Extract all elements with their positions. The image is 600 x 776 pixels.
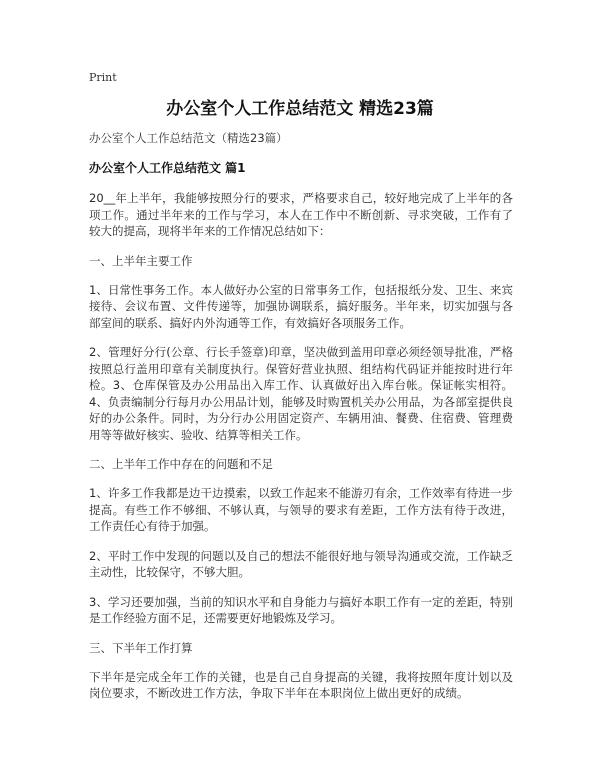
- paragraph-seal-management: 2、管理好分行(公章、行长手签章)印章，坚决做到盖用印章必须经领导批准，严格按照总行盖用印章有关制度执行。保管好营业执照、组结构代码证并能按时进行年检。3、仓库保管及办公用品出入库工作、认真做好出入库台帐。保证帐实相符。4、负责编制分行每月办公用品计划，能够及时购置机关办公用品，为各部室提供良好的办公条件。同时，为分行办公用固定资产、车辆用油、餐费、住宿费、管理费用等等做好核实、验收、结算等相关工作。: [89, 345, 513, 442]
- heading-next-plan: 三、下半年工作打算: [89, 640, 193, 655]
- paragraph-problem-2: 2、平时工作中发现的问题以及自己的想法不能很好地与领导沟通或交流，工作缺乏主动性，比较保守，不够大胆。: [89, 548, 513, 579]
- heading-main-work: 一、上半年主要工作: [89, 253, 193, 268]
- paragraph-daily-affairs: 1、日常性事务工作。本人做好办公室的日常事务工作，包括报纸分发、卫生、来宾接待、会议布置、文件传递等，加强协调联系，搞好服务。半年来，切实加强与各部室间的联系、搞好内外沟通等工作，有效搞好各项服务工作。: [89, 282, 513, 330]
- page-title: 办公室个人工作总结范文 精选23篇: [166, 99, 434, 119]
- paragraph-next-plan: 下半年是完成全年工作的关键，也是自己自身提高的关键，我将按照年度计划以及岗位要求，不断改进工作方法，争取下半年在本职岗位上做出更好的成绩。: [89, 669, 513, 700]
- section-title: 办公室个人工作总结范文 篇1: [89, 161, 246, 175]
- heading-problems: 二、上半年工作中存在的问题和不足: [89, 457, 273, 471]
- paragraph-intro: 20__年上半年，我能够按照分行的要求，严格要求自己，较好地完成了上半年的各项工作。通过半年来的工作与学习，本人在工作中不断创新、寻求突破，工作有了较大的提高，现将半年来的工作情况总结如下：: [89, 191, 513, 238]
- print-link[interactable]: Print: [89, 71, 117, 84]
- paragraph-problem-3: 3、学习还要加强，当前的知识水平和自身能力与搞好本职工作有一定的差距，特别是工作经验方面不足，还需要更好地锻炼及学习。: [89, 594, 513, 625]
- paragraph-problem-1: 1、许多工作我都是边干边摸索，以致工作起来不能游刃有余，工作效率有待进一步提高。有些工作不够细、不够认真，与领导的要求有差距，工作方法有待于改进，工作责任心有待于加强。: [89, 486, 513, 533]
- document-body: [89, 130, 513, 715]
- document-subtitle: 办公室个人工作总结范文（精选23篇）: [89, 131, 288, 145]
